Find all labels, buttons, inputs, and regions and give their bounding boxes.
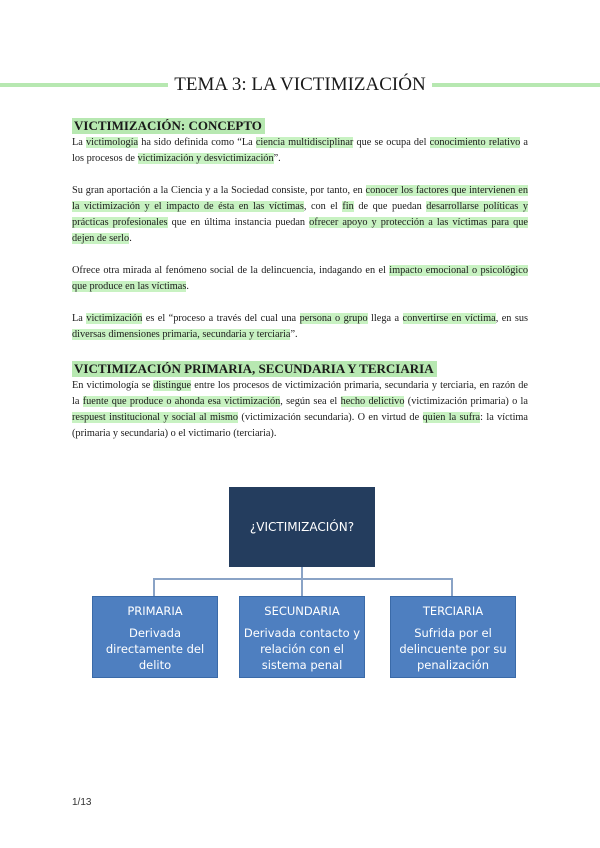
paragraph-mirada: Ofrece otra mirada al fenómeno social de la delincuencia, indagando en el impacto emocional o psicológico que produce en las víctimas. (72, 265, 529, 292)
diagram-box-desc: Derivada contacto y relación con el sistema penal (243, 626, 361, 672)
diagram-box-desc: Derivada directamente del delito (105, 626, 205, 672)
diagram-box-secundaria (239, 596, 365, 678)
diagram-box-title: SECUNDARIA (264, 604, 340, 618)
paragraph-definicion: La victimología ha sido definida como “La ciencia multidisciplinar que se ocupa del conocimiento relativo a los procesos de victimización y desvictimización”. (72, 137, 528, 164)
diagram-box-title: PRIMARIA (127, 604, 183, 618)
connector-right-branch (451, 578, 453, 596)
section-heading-tipos: VICTIMIZACIÓN PRIMARIA, SECUNDARIA Y TERCIARIA (72, 361, 437, 377)
diagram-box-desc: Sufrida por el delincuente por su penalización (399, 626, 507, 672)
diagram-box-terciaria (390, 596, 516, 678)
diagram-box-primaria (92, 596, 218, 678)
paragraph-aportacion: Su gran aportación a la Ciencia y a la Sociedad consiste, por tanto, en conocer los factores que intervienen en la victimización y el impacto de ésta en las víctimas, con el fin de que puedan desarrollarse políticas y prácticas profesionales que en última instancia puedan ofrecer apoyo y protección a las víctimas para que dejen de serlo. (72, 185, 528, 244)
paragraph-tipos: En victimología se distingue entre los procesos de victimización primaria, secundaria y terciaria, en razón de la fuente que produce o ahonda esa victimización, según sea el hecho delictivo (victimización primaria) o la respuest institucional y social al mismo (victimización secundaria). O en virtud de quien la sufra: la víctima (primaria y secundaria) o el victimario (terciaria). (72, 380, 529, 439)
diagram-box-title: TERCIARIA (422, 604, 484, 618)
page-number: 1/13 (72, 797, 92, 808)
page-title: TEMA 3: LA VICTIMIZACIÓN (0, 72, 600, 98)
connector-middle-branch (301, 578, 303, 596)
paragraph-proceso: La victimización es el “proceso a través del cual una persona o grupo llega a convertirse en víctima, en sus diversas dimensiones primaria, secundaria y terciaria”. (72, 313, 529, 340)
connector-left-branch (153, 578, 155, 596)
section-heading-concepto: VICTIMIZACIÓN: CONCEPTO (72, 118, 265, 134)
diagram-root-box: ¿VICTIMIZACIÓN? (229, 487, 375, 567)
connector-horizontal (153, 578, 453, 580)
title-row (0, 72, 600, 100)
